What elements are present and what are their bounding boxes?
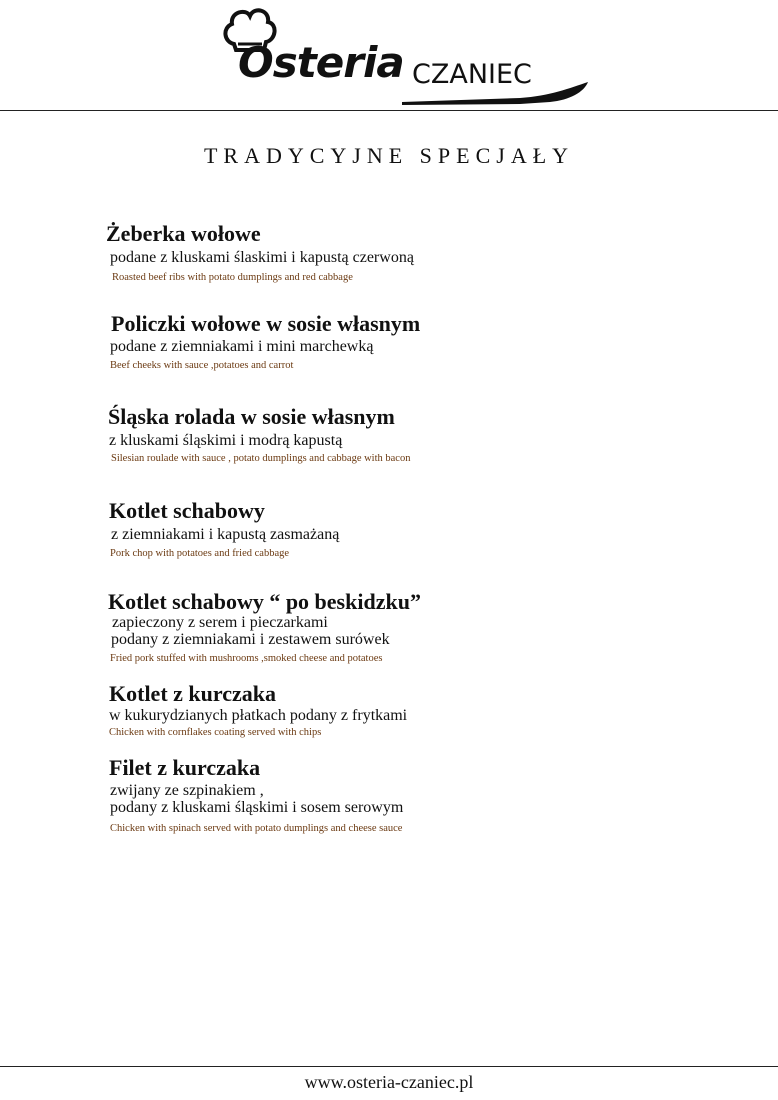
footer-divider (0, 1066, 778, 1067)
dish-english-description: Fried pork stuffed with mushrooms ,smoked cheese and potatoes (110, 653, 383, 664)
dish-english-description: Roasted beef ribs with potato dumplings and red cabbage (112, 272, 353, 283)
dish-name: Kotlet z kurczaka (109, 681, 277, 706)
dish-name: Filet z kurczaka (109, 755, 261, 780)
logo-city-text: CZANIEC (412, 59, 532, 90)
dish-description: podane z ziemniakami i mini marchewką (110, 338, 374, 355)
dish-name: Kotlet schabowy “ po beskidzku” (108, 589, 421, 614)
menu-header (0, 0, 778, 112)
dish-name: Żeberka wołowe (106, 221, 261, 246)
dish-english-description: Beef cheeks with sauce ,potatoes and carrot (110, 360, 294, 371)
dish-description: zwijany ze szpinakiem , (110, 782, 264, 799)
website-link[interactable]: www.osteria-czaniec.pl (304, 1072, 474, 1092)
dish-english-description: Chicken with spinach served with potato dumplings and cheese sauce (110, 823, 403, 834)
restaurant-logo (220, 4, 600, 108)
dish-description: w kukurydzianych płatkach podany z frytkami (109, 707, 408, 724)
dish-description: z ziemniakami i kapustą zasmażaną (111, 526, 340, 543)
dish-english-description: Silesian roulade with sauce , potato dumplings and cabbage with bacon (111, 453, 411, 464)
dish-name: Kotlet schabowy (109, 498, 265, 523)
dish-name: Policzki wołowe w sosie własnym (111, 311, 421, 336)
knife-icon (400, 78, 590, 106)
header-divider (0, 110, 778, 111)
dish-description: podane z kluskami ślaskimi i kapustą czerwoną (110, 249, 414, 266)
dish-english-description: Chicken with cornflakes coating served with chips (109, 727, 322, 738)
dish-description: zapieczony z serem i pieczarkami (112, 614, 328, 631)
dish-description: podany z kluskami śląskimi i sosem serowym (110, 799, 404, 816)
dish-description: z kluskami śląskimi i modrą kapustą (109, 432, 343, 449)
dish-description: podany z ziemniakami i zestawem surówek (111, 631, 390, 648)
logo-script-text: Osteria (238, 38, 404, 87)
dish-english-description: Pork chop with potatoes and fried cabbage (110, 548, 290, 559)
dish-name: Śląska rolada w sosie własnym (108, 404, 395, 429)
section-title: TRADYCYJNE SPECJAŁY (203, 143, 575, 168)
